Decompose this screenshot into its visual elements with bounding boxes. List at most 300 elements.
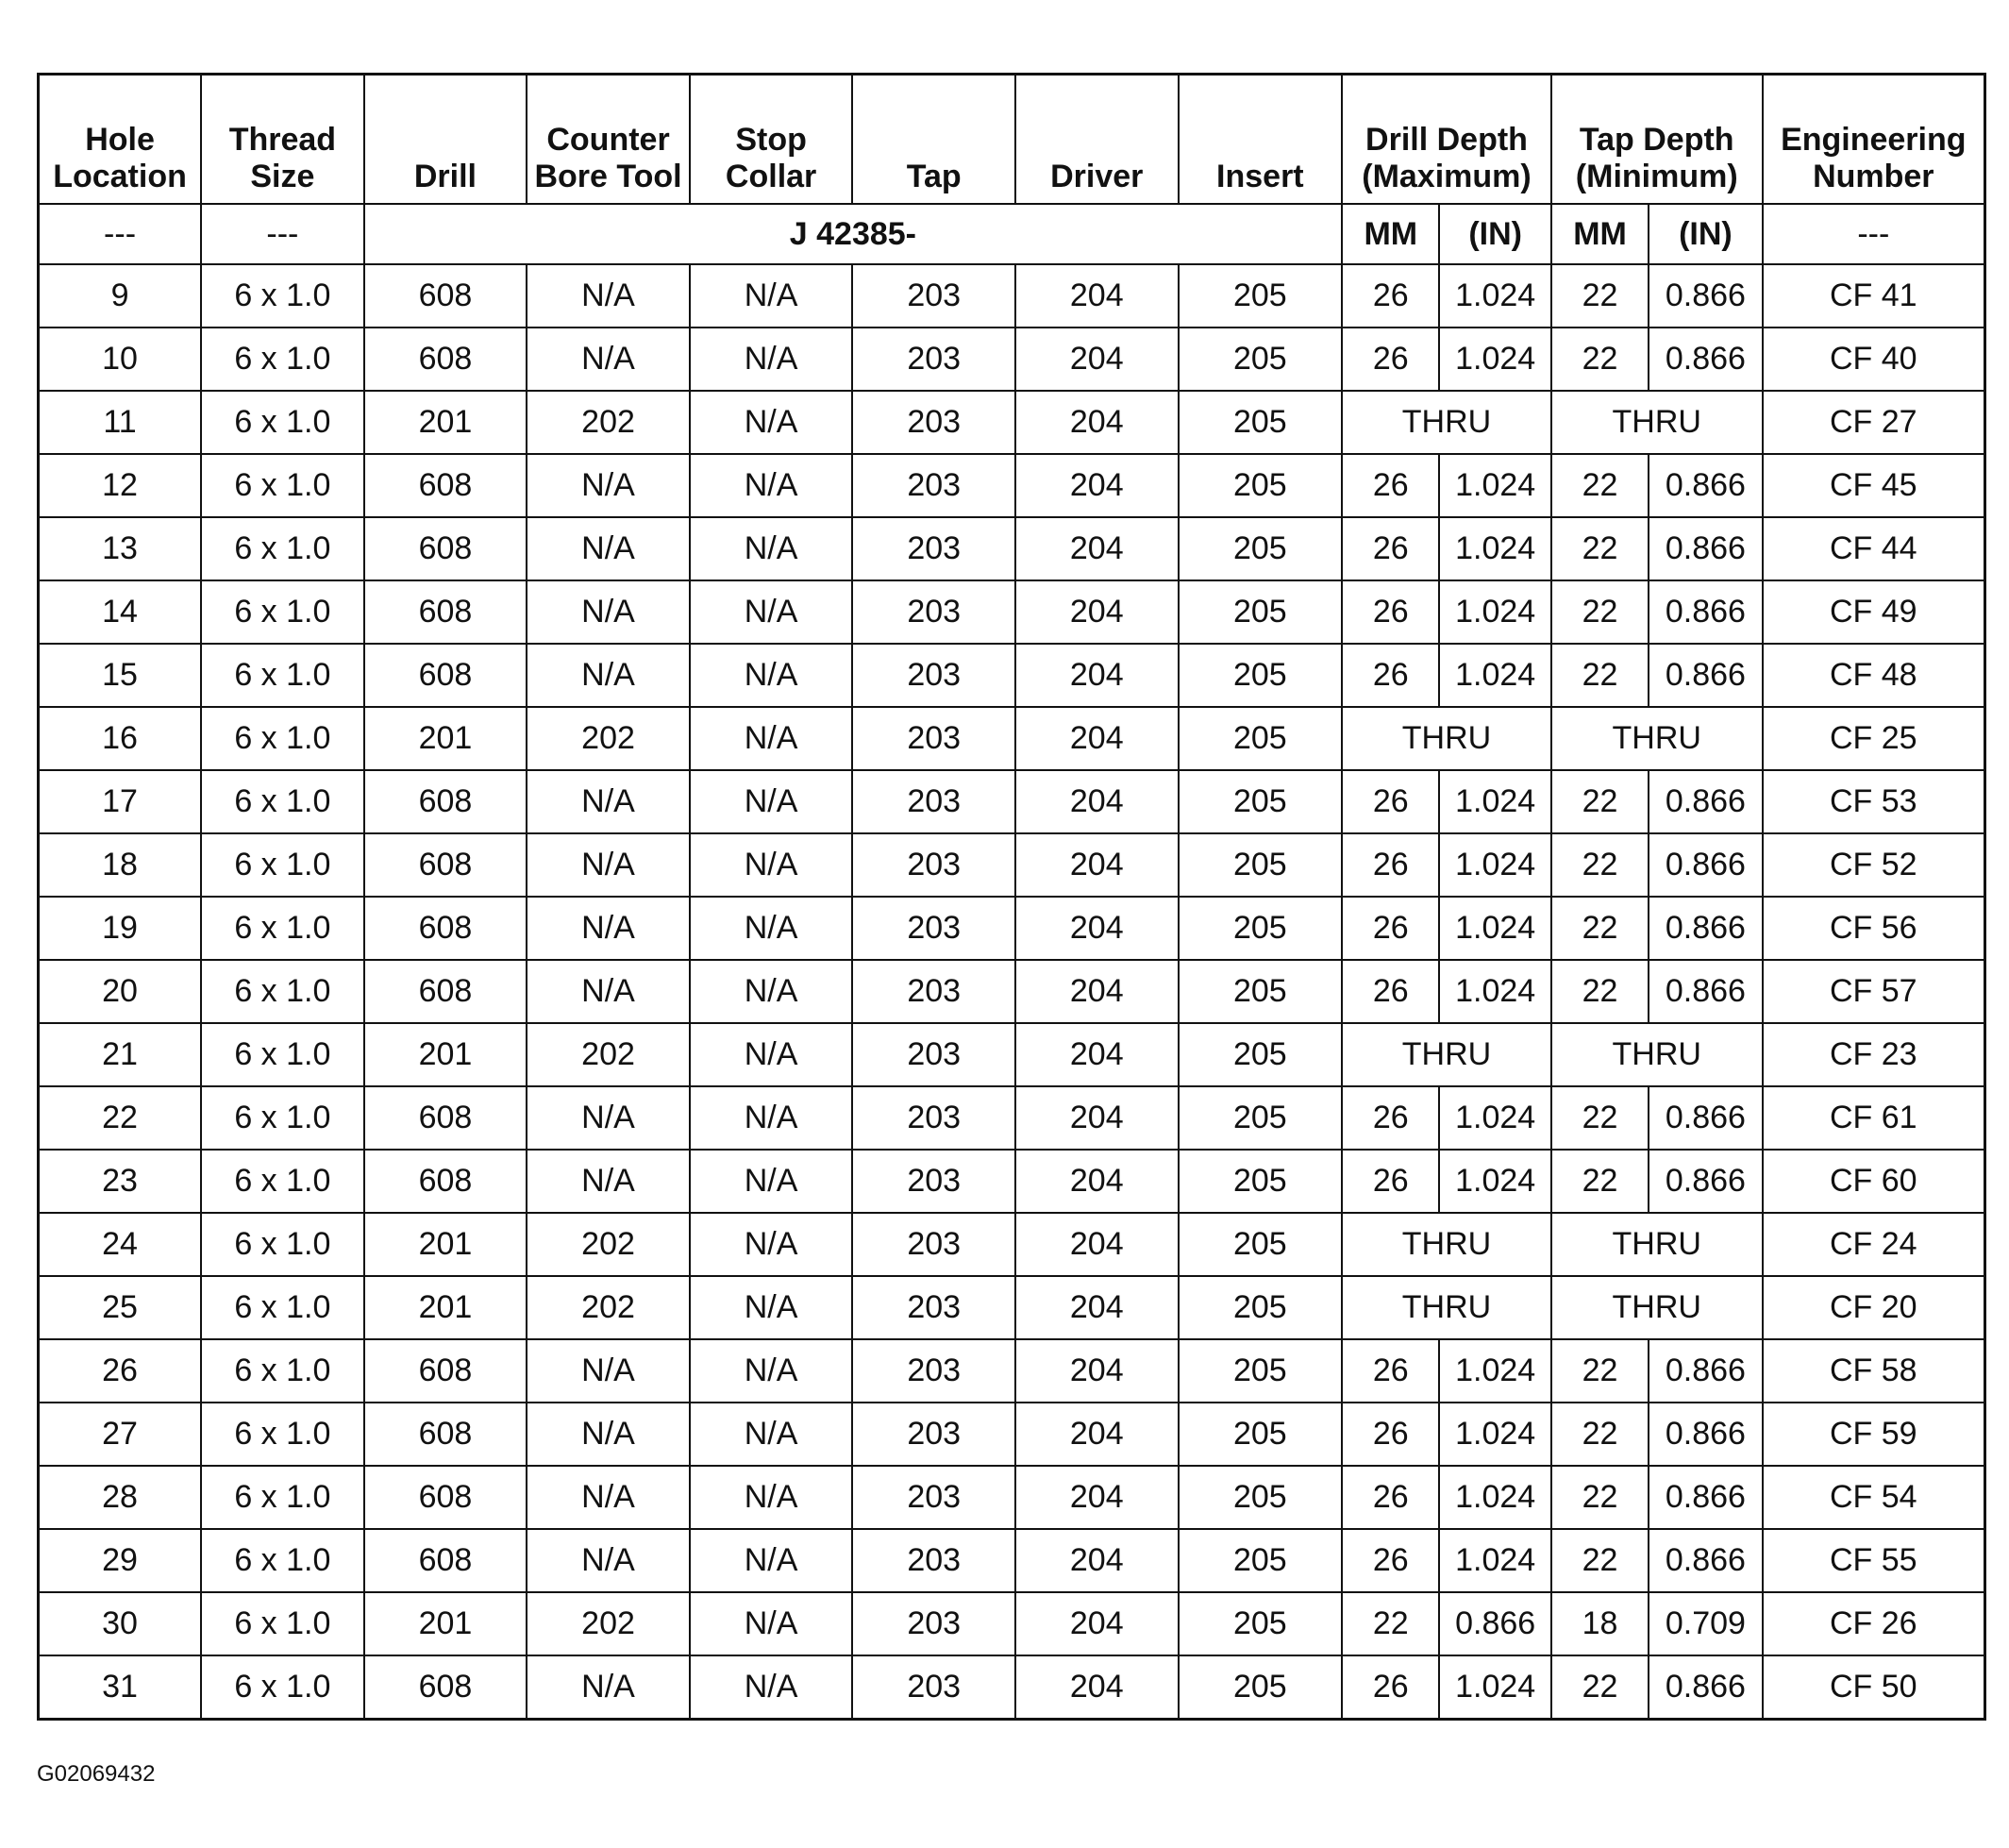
drill-depth-mm-cell: 26	[1342, 1339, 1439, 1403]
insert-cell: 205	[1179, 960, 1343, 1023]
header-insert: Insert	[1179, 75, 1343, 205]
tap-depth-in-cell: 0.866	[1649, 1150, 1762, 1213]
insert-cell: 205	[1179, 264, 1343, 328]
stop-collar-cell: N/A	[690, 1592, 853, 1655]
counter-bore-cell: N/A	[527, 1529, 690, 1592]
drill-cell: 608	[364, 328, 527, 391]
thread-size-cell: 6 x 1.0	[201, 707, 364, 770]
insert-cell: 205	[1179, 517, 1343, 580]
table-row	[39, 1086, 1985, 1150]
insert-cell: 205	[1179, 833, 1343, 897]
drill-depth-in-cell: 1.024	[1439, 960, 1550, 1023]
table-row	[39, 770, 1985, 833]
drill-cell: 608	[364, 1655, 527, 1720]
drill-depth-mm-cell: 26	[1342, 264, 1439, 328]
stop-collar-cell: N/A	[690, 1023, 853, 1086]
hole-location-cell: 18	[39, 833, 202, 897]
drill-cell: 201	[364, 707, 527, 770]
counter-bore-cell: 202	[527, 391, 690, 454]
subheader-drill-mm: MM	[1342, 204, 1439, 264]
stop-collar-cell: N/A	[690, 391, 853, 454]
driver-cell: 204	[1015, 1086, 1179, 1150]
drill-depth-in-cell: 1.024	[1439, 1529, 1550, 1592]
engineering-number-cell: CF 24	[1763, 1213, 1985, 1276]
tap-depth-in-cell: 0.866	[1649, 1339, 1762, 1403]
drill-depth-in-cell: 1.024	[1439, 1655, 1550, 1720]
thread-size-cell: 6 x 1.0	[201, 1466, 364, 1529]
counter-bore-cell: N/A	[527, 1339, 690, 1403]
drill-cell: 608	[364, 644, 527, 707]
stop-collar-cell: N/A	[690, 1529, 853, 1592]
counter-bore-cell: 202	[527, 1592, 690, 1655]
header-tap-depth: Tap Depth (Minimum)	[1551, 75, 1763, 205]
insert-cell: 205	[1179, 1655, 1343, 1720]
drill-cell: 608	[364, 833, 527, 897]
tap-cell: 203	[852, 1086, 1015, 1150]
engineering-number-cell: CF 26	[1763, 1592, 1985, 1655]
drill-depth-mm-cell: 26	[1342, 328, 1439, 391]
table-row	[39, 1529, 1985, 1592]
engineering-number-cell: CF 25	[1763, 707, 1985, 770]
driver-cell: 204	[1015, 707, 1179, 770]
driver-cell: 204	[1015, 580, 1179, 644]
tap-cell: 203	[852, 644, 1015, 707]
hole-location-cell: 23	[39, 1150, 202, 1213]
drill-depth-in-cell: 1.024	[1439, 897, 1550, 960]
thread-size-cell: 6 x 1.0	[201, 833, 364, 897]
stop-collar-cell: N/A	[690, 328, 853, 391]
drill-depth-in-cell: 1.024	[1439, 1403, 1550, 1466]
engineering-number-cell: CF 20	[1763, 1276, 1985, 1339]
stop-collar-cell: N/A	[690, 960, 853, 1023]
drill-depth-mm-cell: 26	[1342, 454, 1439, 517]
drill-depth-mm-cell: 26	[1342, 1086, 1439, 1150]
driver-cell: 204	[1015, 391, 1179, 454]
counter-bore-cell: N/A	[527, 1466, 690, 1529]
stop-collar-cell: N/A	[690, 1150, 853, 1213]
driver-cell: 204	[1015, 1276, 1179, 1339]
counter-bore-cell: N/A	[527, 1150, 690, 1213]
header-stop-collar: Stop Collar	[690, 75, 853, 205]
hole-location-cell: 17	[39, 770, 202, 833]
hole-location-cell: 20	[39, 960, 202, 1023]
tap-depth-mm-cell: 18	[1551, 1592, 1649, 1655]
drill-cell: 608	[364, 1086, 527, 1150]
drill-depth-in-cell: 1.024	[1439, 1086, 1550, 1150]
counter-bore-cell: N/A	[527, 960, 690, 1023]
driver-cell: 204	[1015, 1213, 1179, 1276]
table-row	[39, 1150, 1985, 1213]
thread-size-cell: 6 x 1.0	[201, 960, 364, 1023]
insert-cell: 205	[1179, 1276, 1343, 1339]
hole-location-cell: 9	[39, 264, 202, 328]
insert-cell: 205	[1179, 328, 1343, 391]
subheader-tool-prefix: J 42385-	[364, 204, 1342, 264]
tap-depth-mm-cell: 22	[1551, 264, 1649, 328]
tap-depth-in-cell: 0.866	[1649, 328, 1762, 391]
counter-bore-cell: 202	[527, 1023, 690, 1086]
table-row	[39, 1592, 1985, 1655]
subheader-drill-in: (IN)	[1439, 204, 1550, 264]
engineering-number-cell: CF 55	[1763, 1529, 1985, 1592]
driver-cell: 204	[1015, 1529, 1179, 1592]
tap-cell: 203	[852, 1213, 1015, 1276]
driver-cell: 204	[1015, 1592, 1179, 1655]
drill-depth-in-cell: 1.024	[1439, 1339, 1550, 1403]
thread-size-cell: 6 x 1.0	[201, 1339, 364, 1403]
drill-cell: 608	[364, 517, 527, 580]
tap-cell: 203	[852, 580, 1015, 644]
header-driver: Driver	[1015, 75, 1179, 205]
engineering-number-cell: CF 41	[1763, 264, 1985, 328]
tap-depth-thru-cell: THRU	[1551, 1276, 1763, 1339]
table-row	[39, 1276, 1985, 1339]
insert-cell: 205	[1179, 1086, 1343, 1150]
drill-cell: 608	[364, 580, 527, 644]
drill-depth-in-cell: 1.024	[1439, 264, 1550, 328]
hole-location-cell: 15	[39, 644, 202, 707]
engineering-number-cell: CF 40	[1763, 328, 1985, 391]
subheader-tap-mm: MM	[1551, 204, 1649, 264]
header-thread-size: Thread Size	[201, 75, 364, 205]
table-row	[39, 707, 1985, 770]
thread-size-cell: 6 x 1.0	[201, 264, 364, 328]
drill-depth-mm-cell: 26	[1342, 1150, 1439, 1213]
thread-size-cell: 6 x 1.0	[201, 328, 364, 391]
tap-depth-mm-cell: 22	[1551, 1086, 1649, 1150]
thread-size-cell: 6 x 1.0	[201, 454, 364, 517]
tap-depth-in-cell: 0.866	[1649, 897, 1762, 960]
drill-cell: 608	[364, 264, 527, 328]
tap-depth-in-cell: 0.866	[1649, 264, 1762, 328]
engineering-number-cell: CF 48	[1763, 644, 1985, 707]
thread-size-cell: 6 x 1.0	[201, 391, 364, 454]
table-row	[39, 454, 1985, 517]
thread-size-cell: 6 x 1.0	[201, 580, 364, 644]
drill-depth-mm-cell: 26	[1342, 960, 1439, 1023]
engineering-number-cell: CF 54	[1763, 1466, 1985, 1529]
drill-cell: 201	[364, 1213, 527, 1276]
header-engineering-number: Engineering Number	[1763, 75, 1985, 205]
drill-cell: 608	[364, 454, 527, 517]
engineering-number-cell: CF 53	[1763, 770, 1985, 833]
stop-collar-cell: N/A	[690, 264, 853, 328]
drill-cell: 608	[364, 1529, 527, 1592]
subheader-thread-dash: ---	[201, 204, 364, 264]
tool-specification-table	[37, 73, 1986, 1721]
stop-collar-cell: N/A	[690, 517, 853, 580]
drill-depth-mm-cell: 26	[1342, 1466, 1439, 1529]
thread-size-cell: 6 x 1.0	[201, 1403, 364, 1466]
drill-cell: 608	[364, 1403, 527, 1466]
subheader-eng-dash: ---	[1763, 204, 1985, 264]
thread-size-cell: 6 x 1.0	[201, 770, 364, 833]
engineering-number-cell: CF 23	[1763, 1023, 1985, 1086]
drill-cell: 608	[364, 897, 527, 960]
tap-cell: 203	[852, 833, 1015, 897]
table-row	[39, 1023, 1985, 1086]
stop-collar-cell: N/A	[690, 1655, 853, 1720]
tap-depth-mm-cell: 22	[1551, 1529, 1649, 1592]
table-row	[39, 960, 1985, 1023]
drill-depth-thru-cell: THRU	[1342, 1276, 1551, 1339]
hole-location-cell: 22	[39, 1086, 202, 1150]
table-body	[39, 264, 1985, 1720]
drill-depth-mm-cell: 26	[1342, 897, 1439, 960]
header-tap: Tap	[852, 75, 1015, 205]
hole-location-cell: 31	[39, 1655, 202, 1720]
tap-depth-mm-cell: 22	[1551, 580, 1649, 644]
tap-cell: 203	[852, 328, 1015, 391]
stop-collar-cell: N/A	[690, 833, 853, 897]
driver-cell: 204	[1015, 1403, 1179, 1466]
tap-depth-mm-cell: 22	[1551, 897, 1649, 960]
drill-cell: 608	[364, 770, 527, 833]
stop-collar-cell: N/A	[690, 897, 853, 960]
header-row	[39, 75, 1985, 205]
engineering-number-cell: CF 27	[1763, 391, 1985, 454]
table-row	[39, 897, 1985, 960]
table-row	[39, 1466, 1985, 1529]
table-row	[39, 517, 1985, 580]
engineering-number-cell: CF 50	[1763, 1655, 1985, 1720]
table-row	[39, 644, 1985, 707]
stop-collar-cell: N/A	[690, 1276, 853, 1339]
tap-depth-mm-cell: 22	[1551, 644, 1649, 707]
tap-depth-in-cell: 0.866	[1649, 644, 1762, 707]
tap-depth-thru-cell: THRU	[1551, 1023, 1763, 1086]
insert-cell: 205	[1179, 454, 1343, 517]
drill-depth-in-cell: 1.024	[1439, 1150, 1550, 1213]
tap-depth-mm-cell: 22	[1551, 517, 1649, 580]
driver-cell: 204	[1015, 897, 1179, 960]
insert-cell: 205	[1179, 1403, 1343, 1466]
drill-depth-in-cell: 1.024	[1439, 644, 1550, 707]
tap-cell: 203	[852, 1403, 1015, 1466]
tap-depth-mm-cell: 22	[1551, 770, 1649, 833]
drill-depth-mm-cell: 26	[1342, 580, 1439, 644]
tap-cell: 203	[852, 1466, 1015, 1529]
engineering-number-cell: CF 44	[1763, 517, 1985, 580]
thread-size-cell: 6 x 1.0	[201, 1529, 364, 1592]
tap-depth-mm-cell: 22	[1551, 1403, 1649, 1466]
driver-cell: 204	[1015, 960, 1179, 1023]
tap-depth-mm-cell: 22	[1551, 1466, 1649, 1529]
driver-cell: 204	[1015, 1466, 1179, 1529]
tap-depth-in-cell: 0.709	[1649, 1592, 1762, 1655]
thread-size-cell: 6 x 1.0	[201, 1276, 364, 1339]
counter-bore-cell: N/A	[527, 1655, 690, 1720]
tap-depth-in-cell: 0.866	[1649, 454, 1762, 517]
counter-bore-cell: N/A	[527, 517, 690, 580]
driver-cell: 204	[1015, 770, 1179, 833]
engineering-number-cell: CF 61	[1763, 1086, 1985, 1150]
hole-location-cell: 27	[39, 1403, 202, 1466]
stop-collar-cell: N/A	[690, 770, 853, 833]
thread-size-cell: 6 x 1.0	[201, 1023, 364, 1086]
subheader-tap-in: (IN)	[1649, 204, 1762, 264]
tap-cell: 203	[852, 1655, 1015, 1720]
thread-size-cell: 6 x 1.0	[201, 517, 364, 580]
counter-bore-cell: N/A	[527, 897, 690, 960]
driver-cell: 204	[1015, 264, 1179, 328]
drill-depth-mm-cell: 26	[1342, 644, 1439, 707]
figure-id-caption: G02069432	[37, 1761, 156, 1787]
driver-cell: 204	[1015, 644, 1179, 707]
thread-size-cell: 6 x 1.0	[201, 897, 364, 960]
hole-location-cell: 30	[39, 1592, 202, 1655]
drill-depth-in-cell: 1.024	[1439, 454, 1550, 517]
driver-cell: 204	[1015, 1023, 1179, 1086]
driver-cell: 204	[1015, 1655, 1179, 1720]
stop-collar-cell: N/A	[690, 1086, 853, 1150]
counter-bore-cell: N/A	[527, 770, 690, 833]
thread-size-cell: 6 x 1.0	[201, 1150, 364, 1213]
driver-cell: 204	[1015, 1339, 1179, 1403]
drill-depth-mm-cell: 26	[1342, 1403, 1439, 1466]
tap-cell: 203	[852, 897, 1015, 960]
drill-depth-mm-cell: 26	[1342, 770, 1439, 833]
drill-depth-mm-cell: 26	[1342, 1655, 1439, 1720]
subheader-hole-dash: ---	[39, 204, 202, 264]
subheader-row	[39, 204, 1985, 264]
engineering-number-cell: CF 49	[1763, 580, 1985, 644]
tap-depth-thru-cell: THRU	[1551, 1213, 1763, 1276]
drill-cell: 608	[364, 1466, 527, 1529]
header-drill: Drill	[364, 75, 527, 205]
tap-depth-in-cell: 0.866	[1649, 1466, 1762, 1529]
tap-depth-thru-cell: THRU	[1551, 707, 1763, 770]
drill-depth-thru-cell: THRU	[1342, 1023, 1551, 1086]
drill-depth-in-cell: 0.866	[1439, 1592, 1550, 1655]
stop-collar-cell: N/A	[690, 1403, 853, 1466]
tap-depth-in-cell: 0.866	[1649, 833, 1762, 897]
engineering-number-cell: CF 58	[1763, 1339, 1985, 1403]
tap-depth-in-cell: 0.866	[1649, 960, 1762, 1023]
tap-cell: 203	[852, 707, 1015, 770]
header-hole-location: Hole Location	[39, 75, 202, 205]
insert-cell: 205	[1179, 1466, 1343, 1529]
stop-collar-cell: N/A	[690, 1466, 853, 1529]
hole-location-cell: 10	[39, 328, 202, 391]
drill-depth-mm-cell: 26	[1342, 1529, 1439, 1592]
counter-bore-cell: N/A	[527, 833, 690, 897]
tap-cell: 203	[852, 1276, 1015, 1339]
hole-location-cell: 16	[39, 707, 202, 770]
insert-cell: 205	[1179, 644, 1343, 707]
table-row	[39, 1213, 1985, 1276]
tap-depth-in-cell: 0.866	[1649, 517, 1762, 580]
counter-bore-cell: N/A	[527, 1403, 690, 1466]
tap-depth-thru-cell: THRU	[1551, 391, 1763, 454]
tap-depth-in-cell: 0.866	[1649, 1529, 1762, 1592]
drill-depth-in-cell: 1.024	[1439, 580, 1550, 644]
insert-cell: 205	[1179, 1150, 1343, 1213]
hole-location-cell: 24	[39, 1213, 202, 1276]
tap-cell: 203	[852, 517, 1015, 580]
drill-cell: 608	[364, 1339, 527, 1403]
table-row	[39, 391, 1985, 454]
tap-cell: 203	[852, 1529, 1015, 1592]
drill-depth-in-cell: 1.024	[1439, 770, 1550, 833]
table-row	[39, 1339, 1985, 1403]
tap-depth-mm-cell: 22	[1551, 960, 1649, 1023]
insert-cell: 205	[1179, 1213, 1343, 1276]
drill-depth-in-cell: 1.024	[1439, 833, 1550, 897]
drill-depth-in-cell: 1.024	[1439, 1466, 1550, 1529]
driver-cell: 204	[1015, 833, 1179, 897]
hole-location-cell: 14	[39, 580, 202, 644]
counter-bore-cell: 202	[527, 1213, 690, 1276]
engineering-number-cell: CF 59	[1763, 1403, 1985, 1466]
counter-bore-cell: N/A	[527, 328, 690, 391]
tap-depth-mm-cell: 22	[1551, 1150, 1649, 1213]
header-counter-bore-tool: Counter Bore Tool	[527, 75, 690, 205]
table-row	[39, 264, 1985, 328]
drill-cell: 201	[364, 1023, 527, 1086]
insert-cell: 205	[1179, 1592, 1343, 1655]
table-row	[39, 580, 1985, 644]
counter-bore-cell: N/A	[527, 580, 690, 644]
insert-cell: 205	[1179, 391, 1343, 454]
insert-cell: 205	[1179, 580, 1343, 644]
tap-depth-in-cell: 0.866	[1649, 1403, 1762, 1466]
driver-cell: 204	[1015, 517, 1179, 580]
stop-collar-cell: N/A	[690, 1339, 853, 1403]
hole-location-cell: 19	[39, 897, 202, 960]
tap-depth-mm-cell: 22	[1551, 1339, 1649, 1403]
driver-cell: 204	[1015, 328, 1179, 391]
tap-depth-in-cell: 0.866	[1649, 1655, 1762, 1720]
tap-cell: 203	[852, 770, 1015, 833]
thread-size-cell: 6 x 1.0	[201, 644, 364, 707]
drill-cell: 201	[364, 1276, 527, 1339]
hole-location-cell: 26	[39, 1339, 202, 1403]
tap-cell: 203	[852, 1023, 1015, 1086]
tap-cell: 203	[852, 391, 1015, 454]
table-row	[39, 1403, 1985, 1466]
tap-cell: 203	[852, 960, 1015, 1023]
tap-cell: 203	[852, 264, 1015, 328]
thread-size-cell: 6 x 1.0	[201, 1086, 364, 1150]
tap-depth-mm-cell: 22	[1551, 1655, 1649, 1720]
thread-size-cell: 6 x 1.0	[201, 1592, 364, 1655]
tap-depth-in-cell: 0.866	[1649, 580, 1762, 644]
tap-depth-in-cell: 0.866	[1649, 1086, 1762, 1150]
engineering-number-cell: CF 52	[1763, 833, 1985, 897]
tap-depth-in-cell: 0.866	[1649, 770, 1762, 833]
drill-depth-in-cell: 1.024	[1439, 328, 1550, 391]
table-row	[39, 328, 1985, 391]
driver-cell: 204	[1015, 1150, 1179, 1213]
tap-cell: 203	[852, 1592, 1015, 1655]
insert-cell: 205	[1179, 1023, 1343, 1086]
hole-location-cell: 13	[39, 517, 202, 580]
table-row	[39, 1655, 1985, 1720]
counter-bore-cell: N/A	[527, 644, 690, 707]
engineering-number-cell: CF 60	[1763, 1150, 1985, 1213]
hole-location-cell: 29	[39, 1529, 202, 1592]
drill-cell: 201	[364, 1592, 527, 1655]
tap-depth-mm-cell: 22	[1551, 454, 1649, 517]
insert-cell: 205	[1179, 1529, 1343, 1592]
insert-cell: 205	[1179, 770, 1343, 833]
hole-location-cell: 12	[39, 454, 202, 517]
drill-depth-mm-cell: 22	[1342, 1592, 1439, 1655]
table-row	[39, 833, 1985, 897]
engineering-number-cell: CF 45	[1763, 454, 1985, 517]
insert-cell: 205	[1179, 707, 1343, 770]
